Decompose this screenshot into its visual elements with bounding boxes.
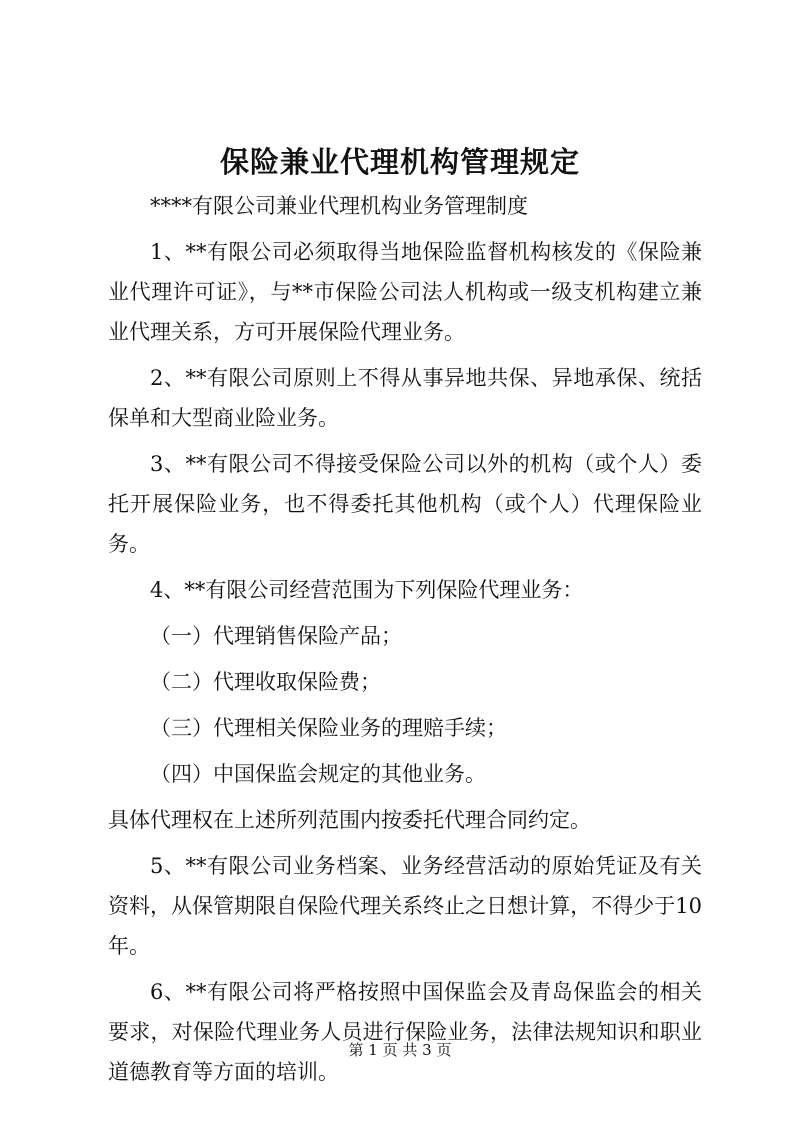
paragraph-item-4: 4、**有限公司经营范围为下列保险代理业务：: [150, 578, 584, 602]
document-body: [108, 186, 702, 1098]
paragraph-subtitle: ****有限公司兼业代理机构业务管理制度: [150, 194, 528, 218]
page-footer: 第 1 页 共 3 页: [348, 1041, 452, 1059]
list-item-1: （一）代理销售保险产品；: [150, 624, 402, 648]
paragraph-item-3: 3、**有限公司不得接受保险公司以外的机构（或个人）委托开展保险业务，也不得委托其他机构（或个人）代理保险业务。: [108, 452, 702, 556]
list-item-3: （三）代理相关保险业务的理赔手续；: [150, 716, 507, 740]
paragraph-note: 具体代理权在上述所列范围内按委托代理合同约定。: [108, 808, 591, 832]
list-item-4: （四）中国保监会规定的其他业务。: [150, 762, 486, 786]
list-item-2: （二）代理收取保险费；: [150, 670, 381, 694]
paragraph-item-1: 1、**有限公司必须取得当地保险监督机构核发的《保险兼业代理许可证》，与**市保险公司法人机构或一级支机构建立兼业代理关系，方可开展保险代理业务。: [108, 240, 702, 344]
paragraph-item-2: 2、**有限公司原则上不得从事异地共保、异地承保、统括保单和大型商业险业务。: [108, 366, 702, 430]
document-title: 保险兼业代理机构管理规定: [219, 145, 580, 179]
paragraph-item-5: 5、**有限公司业务档案、业务经营活动的原始凭证及有关资料，从保管期限自保险代理关系终止之日想计算，不得少于10年。: [108, 854, 702, 958]
paragraph-item-6: 6、**有限公司将严格按照中国保监会及青岛保监会的相关要求，对保险代理业务人员进行保险业务，法律法规知识和职业道德教育等方面的培训。: [108, 980, 702, 1084]
